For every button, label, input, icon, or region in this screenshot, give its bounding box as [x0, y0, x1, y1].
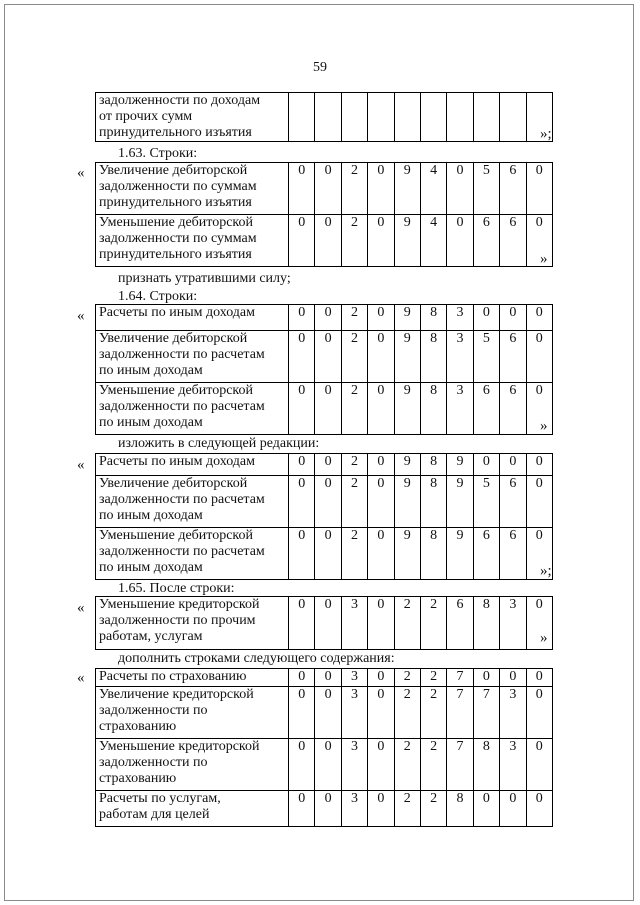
code-digit-cell: 8 — [420, 454, 446, 476]
row-label-line: задолженности по суммам — [99, 179, 257, 194]
code-digit-cell: 0 — [368, 739, 394, 791]
code-digit-cell: 0 — [526, 669, 552, 687]
code-digit-cell: 0 — [368, 331, 394, 383]
code-digit-cell: 0 — [526, 528, 552, 580]
section-heading-1-64: 1.64. Строки: — [118, 289, 198, 304]
code-digit-cell: 3 — [341, 687, 367, 739]
code-digit-cell: 0 — [473, 669, 499, 687]
code-digit-cell: 4 — [420, 215, 446, 267]
code-digit-cell: 0 — [289, 163, 315, 215]
code-digit-cell: 0 — [289, 528, 315, 580]
table-row — [96, 669, 553, 687]
table-row — [96, 454, 553, 476]
closing-quote: » — [540, 251, 548, 267]
row-label-line: страхованию — [99, 719, 177, 734]
row-label — [96, 597, 289, 650]
code-digit-cell: 8 — [447, 791, 473, 827]
closing-quote: » — [540, 418, 548, 434]
row-label-line: Расчеты по страхованию — [99, 669, 247, 684]
closing-quote: »; — [540, 126, 552, 142]
code-digit-cell: 7 — [447, 739, 473, 791]
row-label-line: Уменьшение дебиторской — [99, 528, 254, 543]
code-digit-cell: 8 — [473, 597, 499, 650]
code-digit-cell: 2 — [341, 528, 367, 580]
code-digit-cell: 9 — [394, 476, 420, 528]
code-table-1-64-old — [95, 304, 553, 435]
code-digit-cell: 0 — [526, 305, 552, 331]
row-label-line: задолженности по — [99, 703, 208, 718]
row-label-line: задолженности по расчетам — [99, 492, 265, 507]
section-heading-amend: изложить в следующей редакции: — [118, 436, 320, 451]
row-label-line: принудительного изъятия — [99, 195, 252, 210]
code-digit-cell: 0 — [368, 476, 394, 528]
code-digit-cell: 9 — [394, 331, 420, 383]
code-digit-cell: 8 — [420, 528, 446, 580]
code-digit-cell: 6 — [500, 215, 526, 267]
table-row — [96, 305, 553, 331]
code-digit-cell — [368, 93, 394, 142]
code-digit-cell: 0 — [368, 163, 394, 215]
code-digit-cell — [420, 93, 446, 142]
row-label — [96, 93, 289, 142]
row-label — [96, 454, 289, 476]
code-digit-cell: 2 — [341, 383, 367, 435]
code-digit-cell: 9 — [447, 528, 473, 580]
code-digit-cell: 6 — [473, 383, 499, 435]
code-digit-cell: 7 — [447, 669, 473, 687]
row-label-line: задолженности по суммам — [99, 231, 257, 246]
row-label-line: по иным доходам — [99, 508, 203, 523]
code-digit-cell: 0 — [368, 215, 394, 267]
code-digit-cell — [315, 93, 341, 142]
code-digit-cell: 0 — [315, 791, 341, 827]
code-digit-cell — [500, 93, 526, 142]
code-digit-cell: 6 — [500, 331, 526, 383]
code-digit-cell — [473, 93, 499, 142]
code-digit-cell: 0 — [368, 597, 394, 650]
row-label-line: Расчеты по иным доходам — [99, 305, 255, 320]
code-table-1-65-new — [95, 668, 553, 827]
code-digit-cell: 2 — [341, 163, 367, 215]
code-digit-cell: 2 — [420, 669, 446, 687]
opening-quote: « — [77, 165, 85, 181]
code-digit-cell: 9 — [394, 305, 420, 331]
table-row — [96, 687, 553, 739]
row-label-line: Увеличение дебиторской — [99, 163, 248, 178]
code-digit-cell: 2 — [420, 791, 446, 827]
row-label-line: Расчеты по иным доходам — [99, 454, 255, 469]
code-digit-cell: 0 — [473, 454, 499, 476]
row-label-line: Увеличение дебиторской — [99, 476, 248, 491]
code-digit-cell: 0 — [315, 454, 341, 476]
code-digit-cell: 5 — [473, 476, 499, 528]
code-digit-cell: 6 — [500, 528, 526, 580]
code-digit-cell: 0 — [315, 163, 341, 215]
code-digit-cell: 0 — [526, 597, 552, 650]
code-digit-cell: 0 — [289, 669, 315, 687]
row-label-line: работам для целей — [99, 807, 210, 822]
code-digit-cell: 0 — [289, 215, 315, 267]
code-digit-cell — [394, 93, 420, 142]
code-digit-cell: 0 — [526, 454, 552, 476]
row-label-line: принудительного изъятия — [99, 247, 252, 262]
code-digit-cell: 0 — [526, 739, 552, 791]
row-label-line: Уменьшение кредиторской — [99, 597, 260, 612]
code-digit-cell — [447, 93, 473, 142]
code-digit-cell: 0 — [526, 215, 552, 267]
code-digit-cell: 9 — [394, 528, 420, 580]
code-digit-cell: 7 — [447, 687, 473, 739]
code-digit-cell: 6 — [500, 383, 526, 435]
code-digit-cell: 0 — [289, 791, 315, 827]
code-digit-cell: 0 — [368, 454, 394, 476]
code-digit-cell: 0 — [473, 305, 499, 331]
code-digit-cell: 3 — [341, 597, 367, 650]
code-digit-cell: 6 — [500, 476, 526, 528]
code-digit-cell: 0 — [289, 476, 315, 528]
row-label-line: Увеличение кредиторской — [99, 687, 254, 702]
row-label — [96, 669, 289, 687]
code-digit-cell — [341, 93, 367, 142]
section-heading-1-63: 1.63. Строки: — [118, 146, 198, 161]
code-digit-cell: 0 — [289, 383, 315, 435]
code-digit-cell: 0 — [447, 215, 473, 267]
row-label-line: задолженности по прочим — [99, 613, 256, 628]
row-label — [96, 215, 289, 267]
row-label-line: Расчеты по услугам, — [99, 791, 221, 806]
code-digit-cell: 7 — [473, 687, 499, 739]
code-digit-cell: 0 — [368, 687, 394, 739]
code-digit-cell: 6 — [473, 528, 499, 580]
row-label-line: Уменьшение дебиторской — [99, 383, 254, 398]
code-digit-cell: 2 — [394, 597, 420, 650]
code-digit-cell: 0 — [315, 383, 341, 435]
row-label — [96, 528, 289, 580]
row-label-line: Увеличение дебиторской — [99, 331, 248, 346]
code-digit-cell: 9 — [447, 476, 473, 528]
code-digit-cell: 0 — [500, 454, 526, 476]
code-digit-cell: 8 — [420, 476, 446, 528]
opening-quote: « — [77, 457, 85, 473]
code-digit-cell: 0 — [315, 528, 341, 580]
code-table-1-64-new — [95, 453, 553, 580]
code-digit-cell: 0 — [526, 331, 552, 383]
code-digit-cell: 2 — [420, 739, 446, 791]
code-digit-cell: 0 — [289, 687, 315, 739]
row-label — [96, 331, 289, 383]
code-digit-cell: 2 — [341, 305, 367, 331]
row-label-line: по иным доходам — [99, 560, 203, 575]
code-digit-cell: 0 — [447, 163, 473, 215]
row-label-line: задолженности по доходам — [99, 93, 261, 108]
table-row — [96, 739, 553, 791]
closing-quote: »; — [540, 563, 552, 579]
table-row — [96, 215, 553, 267]
row-label-line: по иным доходам — [99, 363, 203, 378]
row-label — [96, 687, 289, 739]
code-digit-cell: 0 — [315, 687, 341, 739]
code-table-1-63-old — [95, 162, 553, 267]
page-number: 59 — [313, 60, 327, 75]
code-digit-cell: 6 — [500, 163, 526, 215]
code-digit-cell: 0 — [368, 383, 394, 435]
section-heading-1-65: 1.65. После строки: — [118, 581, 235, 596]
code-digit-cell: 2 — [394, 791, 420, 827]
code-digit-cell: 0 — [500, 791, 526, 827]
code-digit-cell: 0 — [368, 305, 394, 331]
row-label-line: задолженности по — [99, 755, 208, 770]
code-digit-cell: 2 — [394, 687, 420, 739]
code-digit-cell: 0 — [526, 687, 552, 739]
row-label — [96, 305, 289, 331]
code-digit-cell: 3 — [341, 739, 367, 791]
code-digit-cell: 6 — [447, 597, 473, 650]
code-digit-cell: 5 — [473, 331, 499, 383]
code-digit-cell: 0 — [289, 454, 315, 476]
code-digit-cell: 3 — [500, 687, 526, 739]
code-digit-cell: 0 — [500, 669, 526, 687]
code-digit-cell: 0 — [368, 669, 394, 687]
code-digit-cell: 0 — [368, 791, 394, 827]
table-row — [96, 93, 553, 142]
code-digit-cell: 2 — [341, 476, 367, 528]
code-digit-cell: 8 — [420, 383, 446, 435]
code-digit-cell: 8 — [473, 739, 499, 791]
opening-quote: « — [77, 308, 85, 324]
code-digit-cell: 0 — [526, 163, 552, 215]
code-digit-cell: 3 — [500, 597, 526, 650]
code-digit-cell: 0 — [289, 331, 315, 383]
table-row — [96, 791, 553, 827]
table-row — [96, 383, 553, 435]
row-label-line: от прочих сумм — [99, 109, 193, 124]
code-digit-cell: 3 — [447, 331, 473, 383]
code-digit-cell: 0 — [473, 791, 499, 827]
closing-quote: » — [540, 630, 548, 646]
code-digit-cell: 0 — [289, 739, 315, 791]
code-digit-cell: 2 — [420, 687, 446, 739]
code-digit-cell: 3 — [447, 383, 473, 435]
code-digit-cell: 2 — [341, 215, 367, 267]
table-row — [96, 476, 553, 528]
row-label-line: задолженности по расчетам — [99, 399, 265, 414]
code-digit-cell: 3 — [500, 739, 526, 791]
table-row — [96, 331, 553, 383]
repeal-text: признать утратившими силу; — [118, 271, 291, 286]
code-digit-cell: 0 — [526, 383, 552, 435]
code-digit-cell: 2 — [341, 331, 367, 383]
row-label-line: страхованию — [99, 771, 177, 786]
code-digit-cell: 8 — [420, 305, 446, 331]
section-heading-add: дополнить строками следующего содержания: — [118, 651, 395, 666]
row-label — [96, 739, 289, 791]
code-digit-cell: 0 — [315, 739, 341, 791]
row-label-line: Уменьшение кредиторской — [99, 739, 260, 754]
code-digit-cell: 0 — [315, 476, 341, 528]
opening-quote: « — [77, 670, 85, 686]
code-digit-cell: 2 — [394, 739, 420, 791]
code-digit-cell: 0 — [315, 305, 341, 331]
code-digit-cell: 9 — [447, 454, 473, 476]
code-digit-cell: 0 — [526, 476, 552, 528]
code-digit-cell — [289, 93, 315, 142]
row-label-line: задолженности по расчетам — [99, 544, 265, 559]
table-row — [96, 163, 553, 215]
code-digit-cell: 9 — [394, 454, 420, 476]
table-row — [96, 528, 553, 580]
row-label — [96, 791, 289, 827]
code-digit-cell: 3 — [341, 669, 367, 687]
row-label-line: принудительного изъятия — [99, 125, 252, 140]
code-digit-cell: 6 — [473, 215, 499, 267]
code-digit-cell: 0 — [315, 597, 341, 650]
code-digit-cell: 2 — [394, 669, 420, 687]
row-label — [96, 476, 289, 528]
code-digit-cell: 0 — [368, 528, 394, 580]
row-label-line: задолженности по расчетам — [99, 347, 265, 362]
code-digit-cell: 0 — [500, 305, 526, 331]
code-table-continuation — [95, 92, 553, 142]
code-digit-cell: 4 — [420, 163, 446, 215]
code-digit-cell: 9 — [394, 383, 420, 435]
row-label — [96, 163, 289, 215]
table-row — [96, 597, 553, 650]
code-digit-cell: 9 — [394, 163, 420, 215]
opening-quote: « — [77, 600, 85, 616]
code-table-1-65-after — [95, 596, 553, 650]
code-digit-cell: 0 — [289, 305, 315, 331]
row-label-line: Уменьшение дебиторской — [99, 215, 254, 230]
code-digit-cell: 0 — [315, 331, 341, 383]
code-digit-cell: 2 — [341, 454, 367, 476]
code-digit-cell: 3 — [447, 305, 473, 331]
code-digit-cell: 9 — [394, 215, 420, 267]
row-label — [96, 383, 289, 435]
code-digit-cell: 3 — [341, 791, 367, 827]
code-digit-cell: 0 — [315, 215, 341, 267]
code-digit-cell: 0 — [315, 669, 341, 687]
code-digit-cell: 2 — [420, 597, 446, 650]
row-label-line: работам, услугам — [99, 629, 203, 644]
code-digit-cell: 0 — [289, 597, 315, 650]
code-digit-cell: 8 — [420, 331, 446, 383]
code-digit-cell: 5 — [473, 163, 499, 215]
code-digit-cell: 0 — [526, 791, 552, 827]
row-label-line: по иным доходам — [99, 415, 203, 430]
